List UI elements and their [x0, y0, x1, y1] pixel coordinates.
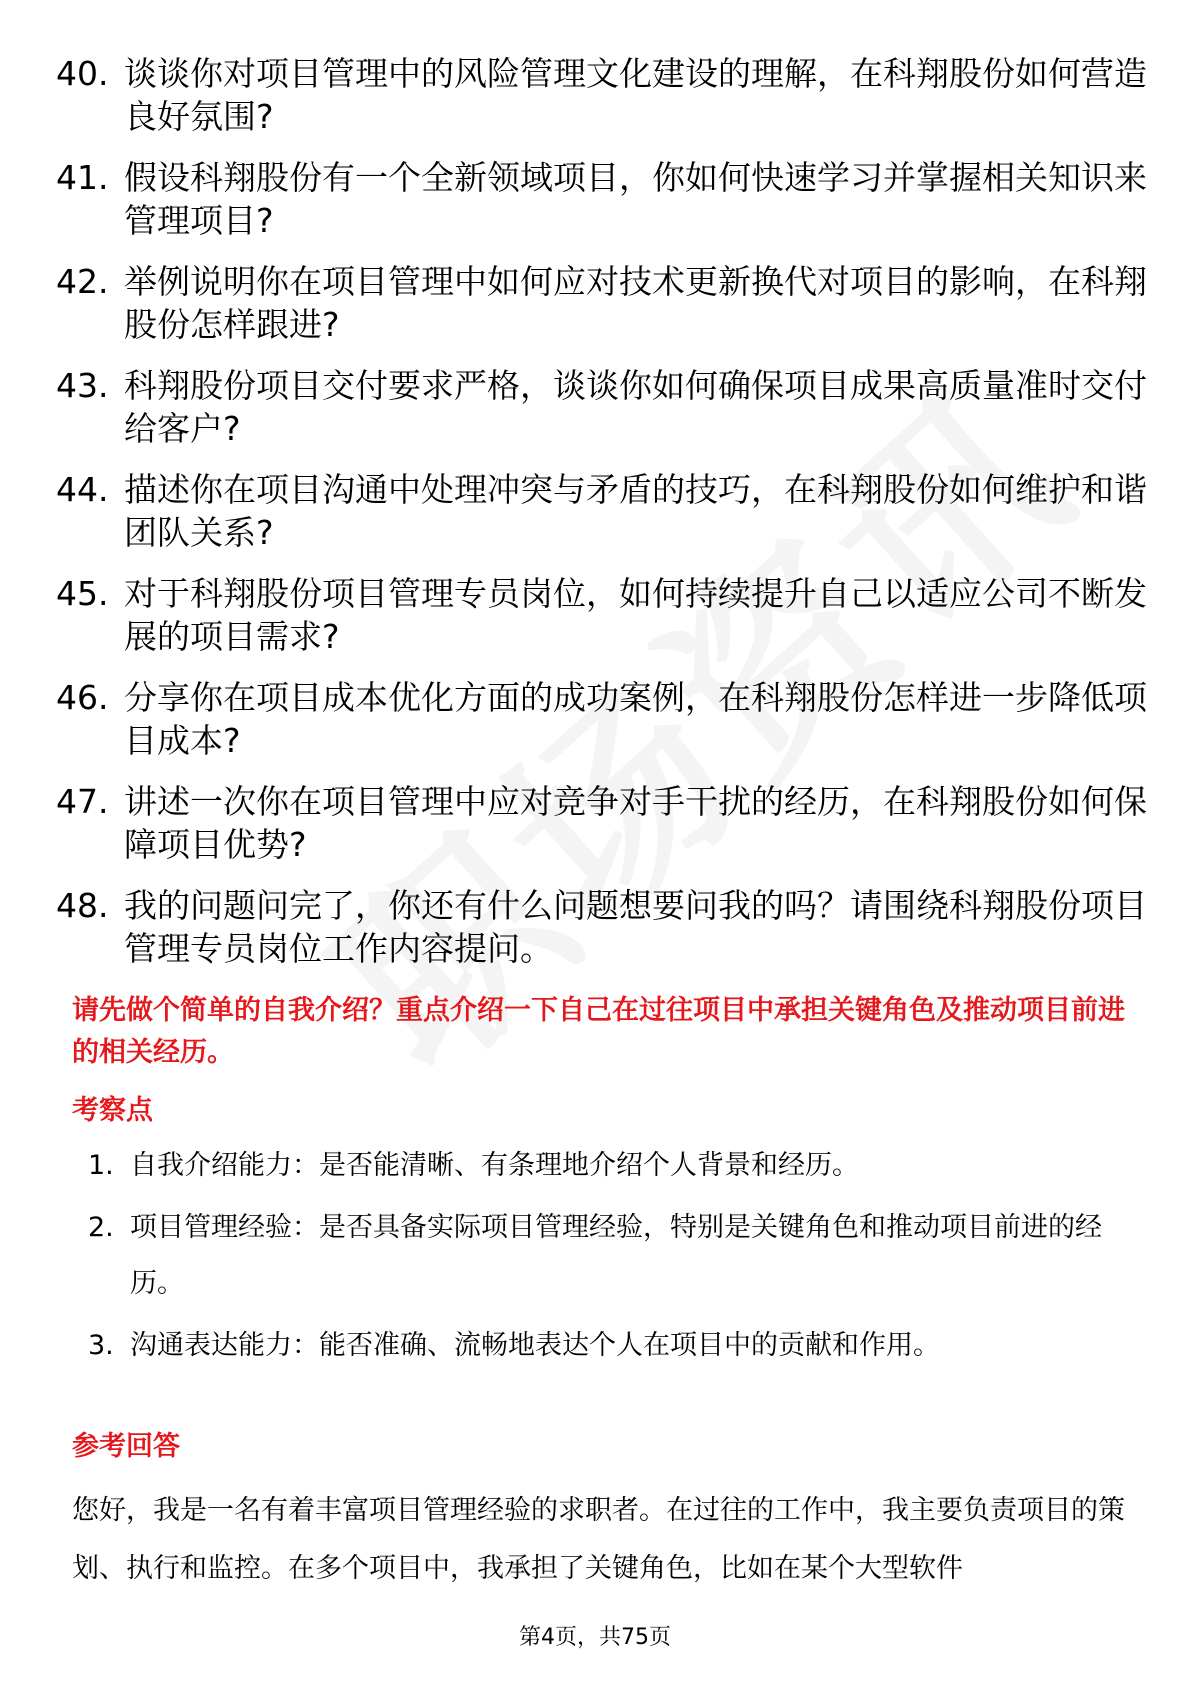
question-number: 46.	[56, 678, 109, 717]
question-item	[56, 676, 1174, 762]
page-footer: 第4页，共75页	[519, 1625, 671, 1650]
question-text: 描述你在项目沟通中处理冲突与矛盾的技巧，在科翔股份如何维护和谐团队关系?	[124, 470, 1147, 552]
question-list	[56, 52, 1147, 988]
point-number: 2.	[88, 1212, 114, 1243]
reference-label: 参考回答	[72, 1431, 180, 1462]
question-item	[56, 260, 1174, 346]
point-number: 3.	[88, 1330, 114, 1361]
question-item	[56, 364, 1174, 450]
question-text: 我的问题问完了，你还有什么问题想要问我的吗？请围绕科翔股份项目管理专员岗位工作内容提问。	[124, 886, 1147, 968]
question-item	[56, 468, 1174, 554]
question-item	[56, 156, 1174, 242]
question-text: 对于科翔股份项目管理专员岗位，如何持续提升自己以适应公司不断发展的项目需求?	[124, 574, 1147, 656]
question-item	[56, 780, 1174, 866]
question-item	[56, 884, 1174, 970]
point-text: 沟通表达能力：能否准确、流畅地表达个人在项目中的贡献和作用。	[130, 1330, 940, 1361]
question-text: 假设科翔股份有一个全新领域项目，你如何快速学习并掌握相关知识来管理项目?	[124, 158, 1147, 240]
question-number: 48.	[56, 886, 109, 925]
point-text: 自我介绍能力：是否能清晰、有条理地介绍个人背景和经历。	[130, 1150, 859, 1181]
question-item	[56, 52, 1174, 138]
point-text: 项目管理经验：是否具备实际项目管理经验，特别是关键角色和推动项目前进的经历。	[130, 1212, 1102, 1299]
question-text: 讲述一次你在项目管理中应对竞争对手干扰的经历，在科翔股份如何保障项目优势?	[124, 782, 1147, 864]
assessment-point	[88, 1138, 1128, 1194]
assessment-points	[88, 1138, 1128, 1380]
question-number: 43.	[56, 366, 109, 405]
question-text: 谈谈你对项目管理中的风险管理文化建设的理解，在科翔股份如何营造良好氛围?	[124, 54, 1147, 136]
question-text: 分享你在项目成本优化方面的成功案例，在科翔股份怎样进一步降低项目成本?	[124, 678, 1147, 760]
question-number: 47.	[56, 782, 109, 821]
question-item	[56, 572, 1174, 658]
question-number: 42.	[56, 262, 109, 301]
assessment-point	[88, 1318, 1128, 1374]
reference-answer: 您好，我是一名有着丰富项目管理经验的求职者。在过往的工作中，我主要负责项目的策划、执行和监控。在多个项目中，我承担了关键角色，比如在某个大型软件	[72, 1495, 1125, 1584]
question-number: 44.	[56, 470, 109, 509]
assessment-label: 考察点	[72, 1095, 153, 1126]
question-text: 科翔股份项目交付要求严格，谈谈你如何确保项目成果高质量准时交付给客户?	[124, 366, 1147, 448]
featured-question: 请先做个简单的自我介绍？重点介绍一下自己在过往项目中承担关键角色及推动项目前进的相关经历。	[72, 995, 1125, 1068]
question-number: 41.	[56, 158, 109, 197]
assessment-point	[88, 1200, 1128, 1312]
question-number: 45.	[56, 574, 109, 613]
point-number: 1.	[88, 1150, 114, 1181]
question-text: 举例说明你在项目管理中如何应对技术更新换代对项目的影响，在科翔股份怎样跟进?	[124, 262, 1147, 344]
question-number: 40.	[56, 54, 109, 93]
